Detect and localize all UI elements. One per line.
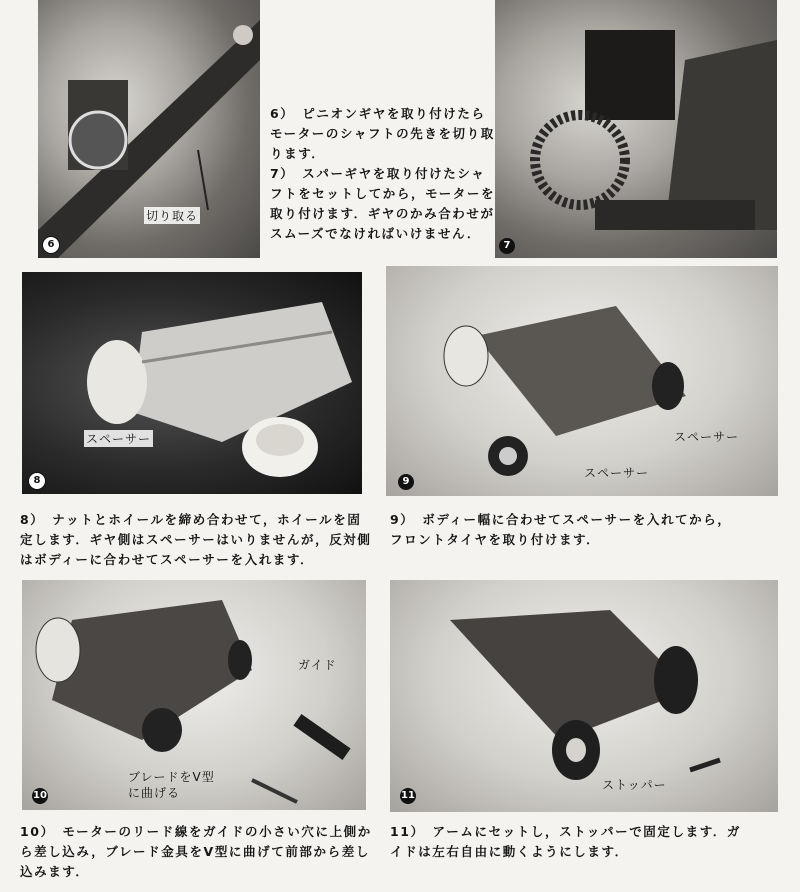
- caption-10-line-2: ら差し込み，ブレード金具をV型に曲げて前部から差し: [20, 844, 370, 859]
- caption-9-line-2: フロントタイヤを取り付けます．: [390, 532, 601, 547]
- photo-9-label-spacer-bottom: スペーサー: [584, 466, 650, 480]
- caption-step-10: [20, 822, 390, 882]
- caption-11-line-2: イドは左右自由に動くようにします．: [390, 844, 629, 859]
- caption-7-line-2: フトをセットしてから，モーターを: [270, 186, 496, 201]
- photo-9-label-spacer-right: スペーサー: [674, 430, 740, 444]
- caption-11-line-1: 11） アームにセットし，ストッパーで固定します．ガ: [390, 824, 741, 839]
- caption-steps-6-7: [270, 104, 510, 244]
- caption-8-line-3: はボディーに合わせてスペーサーを入れます．: [20, 552, 315, 567]
- photo-11-label-stopper: ストッパー: [602, 778, 667, 792]
- caption-8-line-1: 8） ナットとホイールを締め合わせて，ホイールを固: [20, 512, 362, 527]
- caption-6-line-2: モーターのシャフトの先きを切り取: [270, 126, 495, 141]
- photo-7-number: 7: [499, 238, 515, 254]
- photo-10-label-blade-2: に曲げる: [128, 786, 181, 800]
- caption-7-line-4: スムーズでなければいけません．: [270, 226, 482, 241]
- caption-10-line-3: 込みます．: [20, 864, 90, 879]
- photo-10-label-blade-1: ブレードをV型: [128, 770, 215, 784]
- caption-10-line-1: 10） モーターのリード線をガイドの小さい穴に上側か: [20, 824, 372, 839]
- photo-6-number: 6: [42, 236, 60, 254]
- caption-7-line-3: 取り付けます．ギヤのかみ合わせが: [270, 206, 495, 221]
- caption-6-line-1: 6） ピニオンギヤを取り付けたら: [270, 106, 486, 121]
- caption-step-9: [390, 510, 780, 550]
- photo-8-number: 8: [28, 472, 46, 490]
- caption-6-line-3: ります．: [270, 146, 326, 161]
- photo-step-8: [22, 272, 362, 494]
- photo-8-label-spacer: スペーサー: [86, 432, 152, 446]
- photo-10-label-guide: ガイド: [298, 658, 337, 672]
- photo-11-number: 11: [400, 788, 416, 804]
- photo-10-number: 10: [32, 788, 48, 804]
- photo-step-10: [22, 580, 366, 810]
- caption-step-11: [390, 822, 780, 862]
- photo-step-11: [390, 580, 778, 812]
- photo-6-label-cut: 切り取る: [146, 209, 199, 223]
- photo-step-6: [38, 0, 260, 258]
- photo-step-7: [495, 0, 777, 258]
- caption-7-line-1: 7） スパーギヤを取り付けたシャ: [270, 166, 486, 181]
- photo-step-9: [386, 266, 778, 496]
- caption-8-line-2: 定します．ギヤ側はスペーサーはいりませんが，反対側: [20, 532, 372, 547]
- caption-9-line-1: 9） ボディー幅に合わせてスペーサーを入れてから，: [390, 512, 732, 527]
- caption-step-8: [20, 510, 390, 570]
- photo-9-number: 9: [398, 474, 414, 490]
